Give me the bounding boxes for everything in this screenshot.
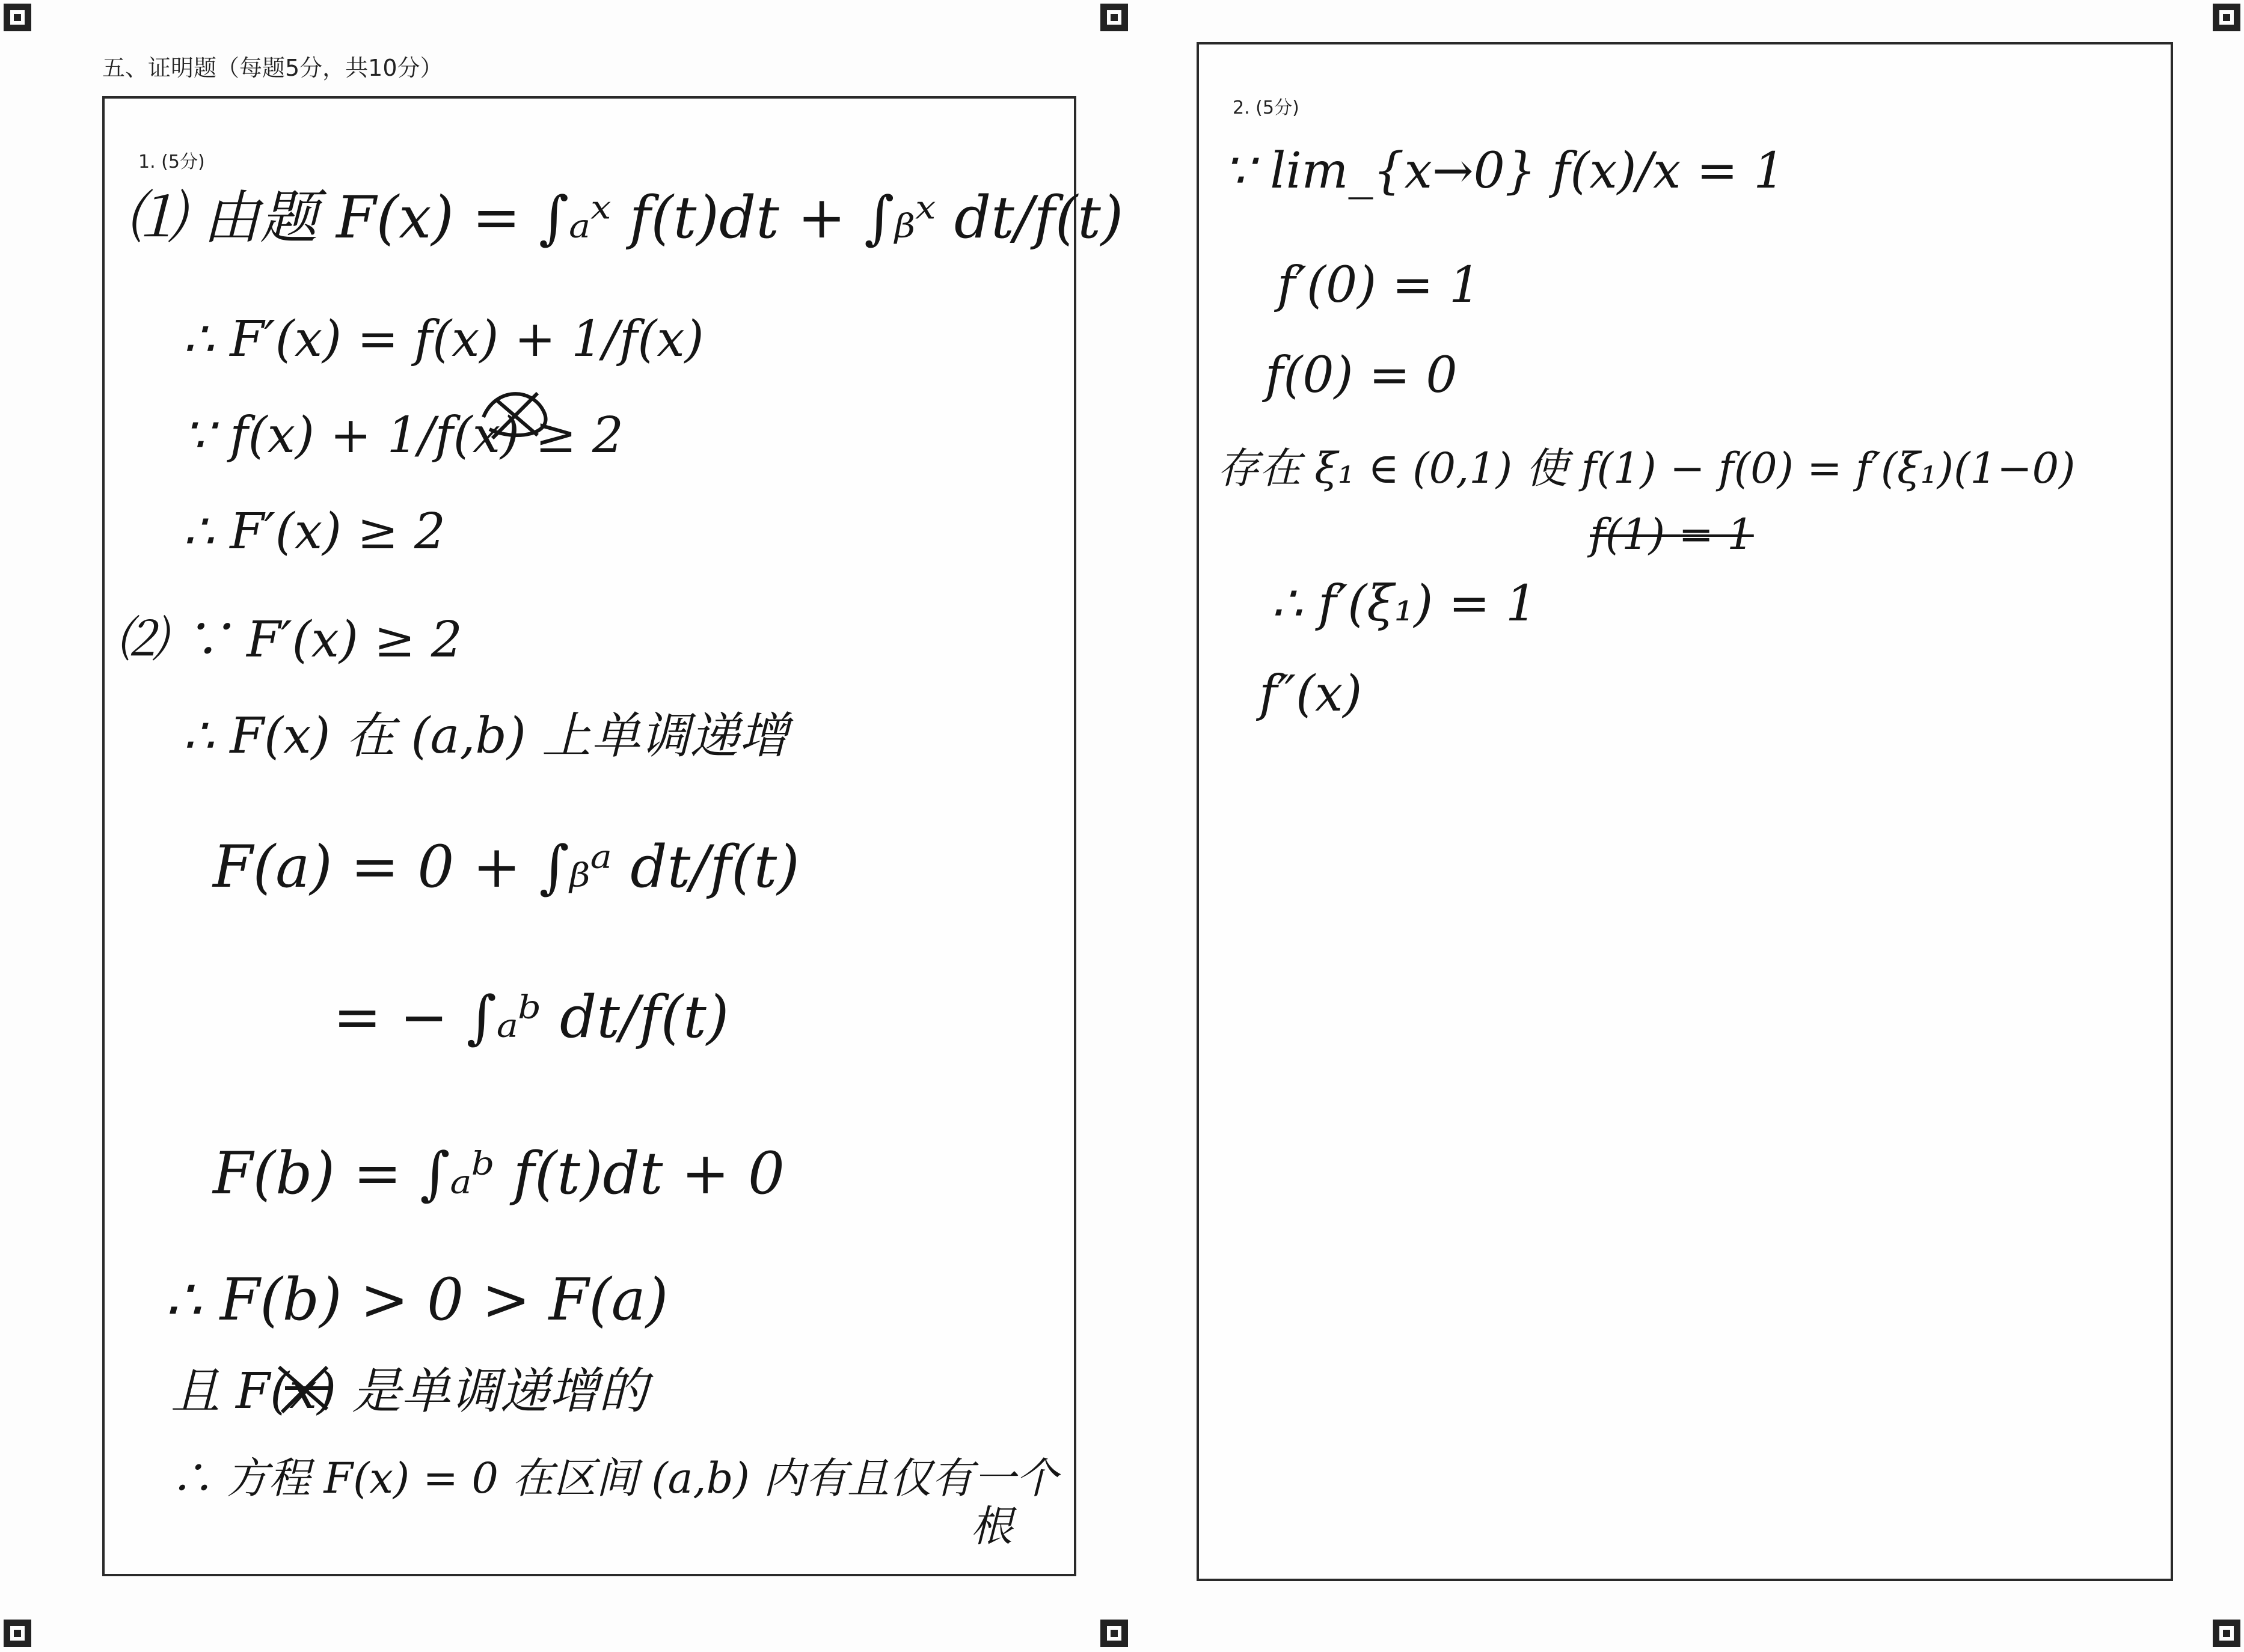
q2-line-2: f′(0) = 1 — [1277, 257, 1481, 314]
registration-marker-top-right — [2213, 4, 2240, 31]
q2-line-1: ∵ lim_{x→0} f(x)/x = 1 — [1223, 142, 1785, 200]
q1-line-11: 且 F(x) 是单调递增的 — [171, 1363, 648, 1420]
registration-marker-bottom-right — [2213, 1620, 2240, 1647]
q2-line-3: f(0) = 0 — [1265, 347, 1458, 404]
q1-line-13: 根 — [970, 1502, 1013, 1551]
q2-line-7: f″(x) — [1259, 665, 1363, 723]
q1-line-2: ∴ F′(x) = f(x) + 1/f(x) — [183, 311, 704, 368]
q1-line-4: ∴ F′(x) ≥ 2 — [183, 503, 446, 560]
q1-line-3: ∵ f(x) + 1/f(x) ≥ 2 — [183, 407, 624, 464]
section-title: 五、证明题（每题5分，共10分） — [102, 55, 443, 81]
registration-marker-bottom-left — [4, 1620, 31, 1647]
q1-line-10: ∴ F(b) > 0 > F(a) — [165, 1266, 669, 1333]
q1-line-5: ⑵ ∵ F′(x) ≥ 2 — [117, 611, 462, 668]
question-2-label: 2. (5分) — [1233, 97, 1299, 118]
q1-line-6: ∴ F(x) 在 (a,b) 上单调递增 — [183, 708, 788, 765]
q1-line-9: F(b) = ∫ₐᵇ f(t)dt + 0 — [213, 1140, 785, 1207]
registration-marker-bottom-center — [1100, 1620, 1128, 1647]
q2-line-6: ∴ f′(ξ₁) = 1 — [1271, 575, 1537, 632]
answer-box-question-2 — [1197, 42, 2173, 1581]
registration-marker-top-center — [1100, 4, 1128, 31]
q2-line-4: 存在 ξ₁ ∈ (0,1) 使 f(1) − f(0) = f′(ξ₁)(1−0) — [1217, 444, 2076, 493]
crossed-out-scribble — [273, 1355, 339, 1421]
q1-line-12: ∴ 方程 F(x) = 0 在区间 (a,b) 内有且仅有一个 — [171, 1454, 1058, 1503]
answer-box-question-1 — [102, 96, 1124, 1576]
crossed-out-scribble — [477, 381, 556, 447]
question-1-label: 1. (5分) — [138, 151, 205, 173]
q1-line-1: ⑴ 由题 F(x) = ∫ₐˣ f(t)dt + ∫ᵦˣ dt/f(t) — [126, 184, 1124, 251]
registration-marker-top-left — [4, 4, 31, 31]
q2-line-5-crossed-out: f(1) = 1 — [1590, 510, 1754, 559]
q1-line-8: = − ∫ₐᵇ dt/f(t) — [333, 984, 729, 1051]
q1-line-7: F(a) = 0 + ∫ᵦᵃ dt/f(t) — [213, 833, 800, 901]
